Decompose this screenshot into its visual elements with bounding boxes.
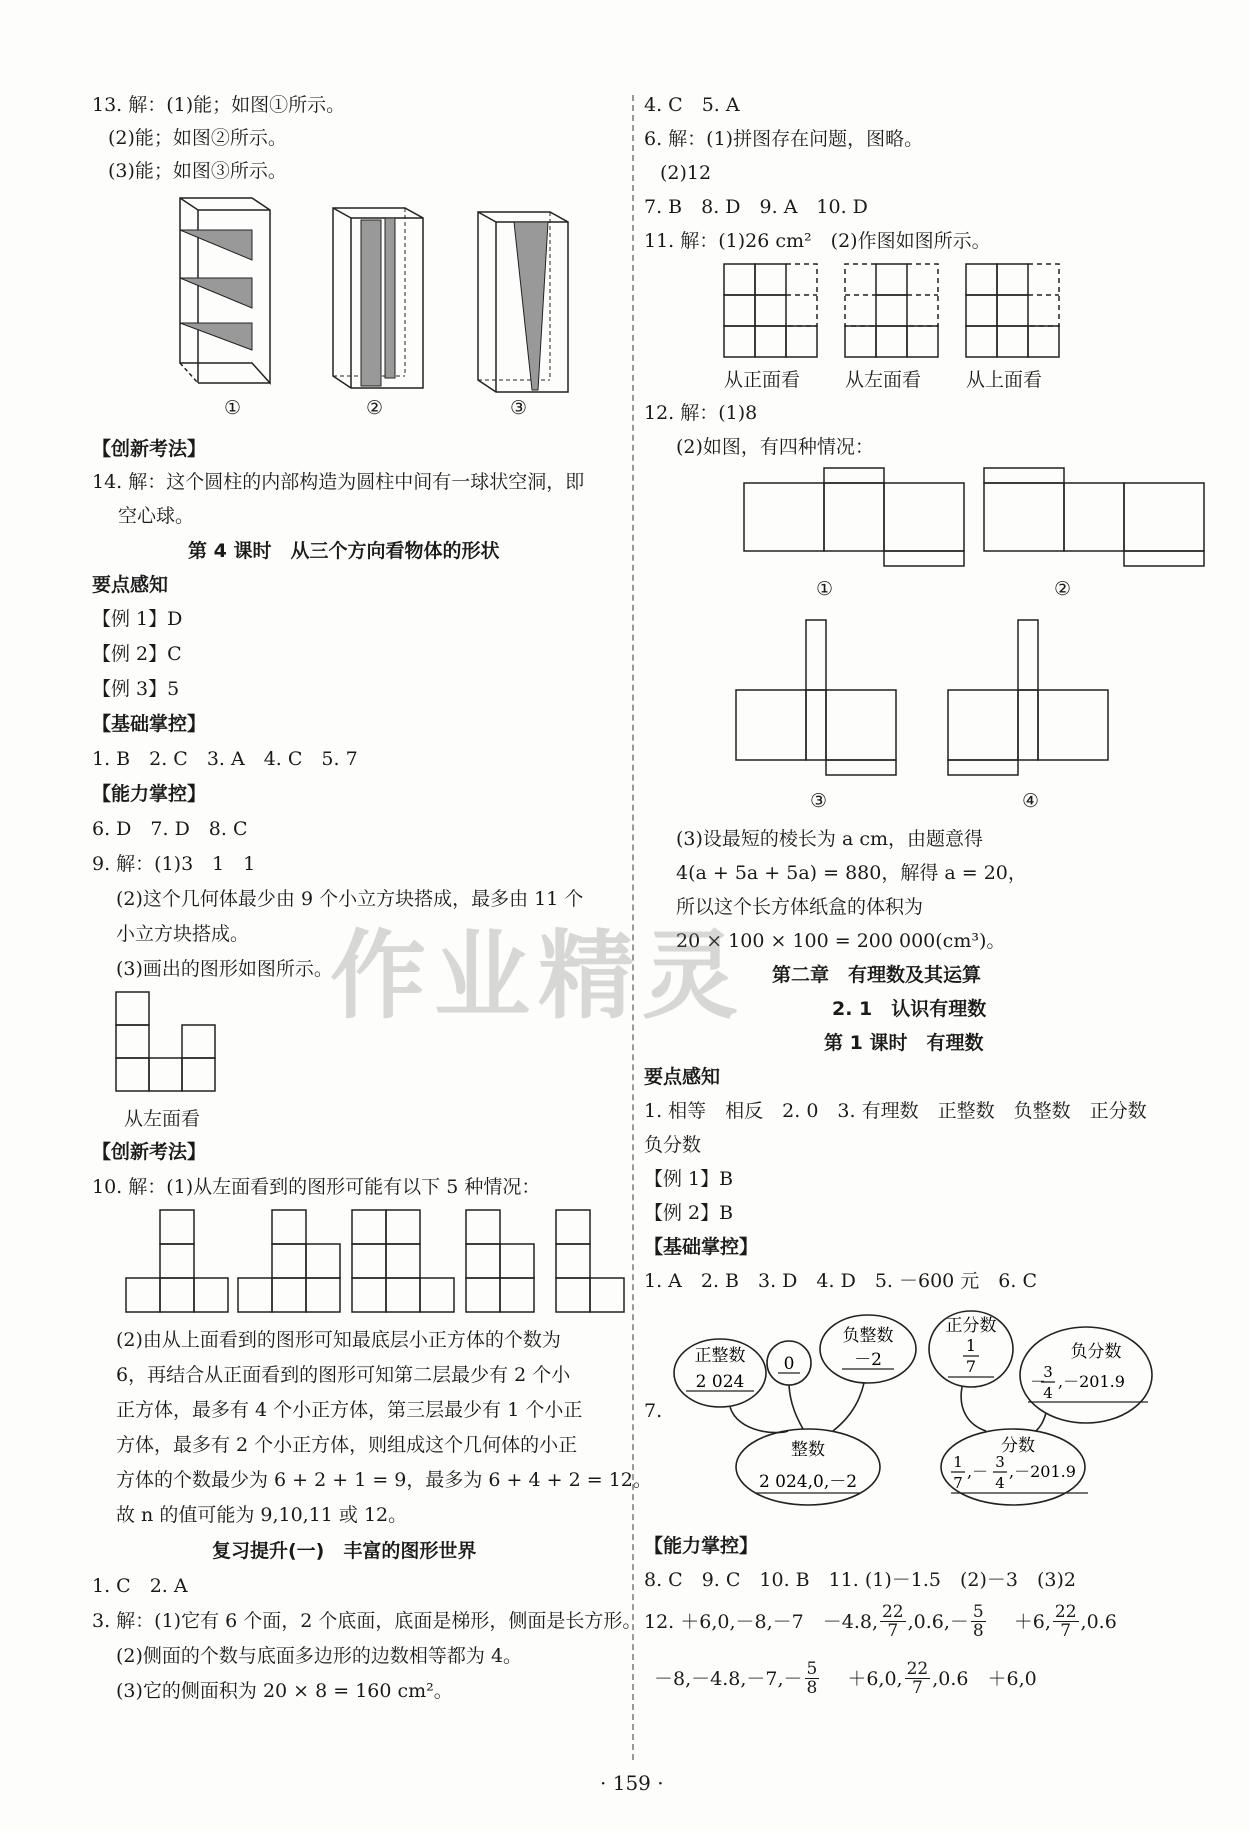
neg-frac-numerator: 3 [1043,1363,1053,1381]
neg-frac-label: 负分数 [1070,1342,1122,1362]
answers-4-5: 4. C 5. A [644,94,740,116]
fraction-denominator-2: 4 [995,1474,1005,1492]
figure-label-3: ③ [510,397,528,419]
section-innovation-1: 【创新考法】 [92,438,207,460]
q11-caption-front: 从正面看 [724,369,801,391]
q12c-part-a: －8,－4.8,－7,－ [654,1667,803,1690]
q11-line: 11. 解：(1)26 cm² (2)作图如图所示。 [644,230,991,252]
q12b-part-d: ,0.6 [1080,1610,1117,1633]
neg-frac-sign: － [1030,1372,1047,1391]
q12c-part-b: ＋6,0, [847,1667,903,1690]
figure-label-2: ② [366,397,384,419]
q3-line2: (2)侧面的个数与底面多边形的边数相等都为 4。 [116,1645,523,1667]
q7-number: 7. [644,1400,663,1422]
q12-label-2: ② [1054,578,1072,600]
q12-line2: (2)如图，有四种情况： [676,436,874,458]
q3-line1: 3. 解：(1)它有 6 个面，2 个底面，底面是梯形，侧面是长方形。 [92,1610,642,1632]
q12c-fraction-2: $\frac{22}{7}$ [906,1659,929,1698]
keypoints-answers-1: 1. 相等 相反 2. 0 3. 有理数 正整数 负整数 正分数 [644,1100,1147,1122]
fraction-numerator-1: 1 [953,1453,963,1471]
q12b-part-b: ,0.6,－ [907,1610,969,1633]
neg-frac-denominator: 4 [1043,1384,1053,1402]
chapter-title: 第二章 有理数及其运算 [772,964,982,986]
pos-int-value: 2 024 [695,1372,745,1392]
zero-value: 0 [783,1354,795,1374]
q12c-part-c: ,0.6 ＋6,0 [932,1667,1037,1690]
number-classification-diagram [668,1305,1238,1505]
q12b-fraction-2: $\frac{5}{8}$ [972,1602,984,1641]
basic-answers: 1. B 2. C 3. A 4. C 5. 7 [92,748,358,770]
basic-heading-right: 【基础掌控】 [644,1236,759,1258]
q6-line2: (2)12 [660,162,712,184]
q10-line6: 方体的个数最少为 6 + 2 + 1 = 9，最多为 6 + 4 + 2 = 12。 [116,1469,652,1491]
q12-line1: 12. 解：(1)8 [644,402,758,424]
review-answers: 1. C 2. A [92,1575,188,1597]
q12c-fraction-1: $\frac{5}{8}$ [806,1659,818,1698]
prism-figure-3 [478,212,568,402]
fraction-rest: ,－201.9 [1009,1462,1076,1481]
q10-line5: 方体，最多有 2 个小正方体，则组成这个几何体的小正 [116,1434,578,1456]
q10-line4: 正方体，最多有 4 个小正方体，第三层最少有 1 个小正 [116,1399,583,1421]
q11-caption-top: 从上面看 [966,369,1043,391]
q12-3-line1: (3)设最短的棱长为 a cm，由题意得 [676,828,983,850]
neg-frac-rest: ,－201.9 [1058,1372,1125,1391]
watermark: 作业精灵 [330,920,746,1032]
ability-answers-right: 8. C 9. C 10. B 11. (1)－1.5 (2)－3 (3)2 [644,1569,1077,1591]
q10-views-figure [126,1210,606,1318]
q13-line3: (3)能；如图③所示。 [108,160,287,182]
q13-line1: 13. 解：(1)能；如图①所示。 [92,94,346,116]
q12c-line2 [654,1660,1037,1697]
q10-line2: (2)由从上面看到的图形可知最底层小正方体的个数为 [116,1329,561,1351]
basic-answers-right: 1. A 2. B 3. D 4. D 5. －600 元 6. C [644,1270,1037,1292]
lesson-title: 第 4 课时 从三个方向看物体的形状 [188,540,500,562]
example-1: 【例 1】D [92,608,183,630]
prism-figure-2 [333,208,423,398]
q9-caption: 从左面看 [124,1108,201,1130]
q9-line4: (3)画出的图形如图所示。 [116,958,333,980]
fraction-denominator-1: 7 [953,1474,963,1492]
q12-3-line2: 4(a + 5a + 5a) = 880，解得 a = 20， [676,862,1027,884]
integer-label: 整数 [791,1440,825,1460]
q12-label-1: ① [816,578,834,600]
q10-line1: 10. 解：(1)从左面看到的图形可能有以下 5 种情况： [92,1176,541,1198]
q9-line3: 小立方块搭成。 [116,923,250,945]
pos-frac-label: 正分数 [945,1316,997,1336]
q13-line2: (2)能；如图②所示。 [108,127,287,149]
pos-frac-denominator: 7 [965,1357,977,1376]
ability-heading: 【能力掌控】 [92,783,207,805]
q12b-part-a: 12. ＋6,0,－8,－7 －4.8, [644,1610,878,1633]
prism-figure-1 [180,198,270,398]
q12-3-line3: 所以这个长方体纸盒的体积为 [676,896,924,918]
q12-label-4: ④ [1022,790,1040,812]
example-right-1: 【例 1】B [644,1168,734,1190]
section-innovation-2: 【创新考法】 [92,1141,207,1163]
q12-nets-figure-bottom [736,620,1196,780]
integer-values: 2 024,0,－2 [758,1472,858,1492]
example-3: 【例 3】5 [92,678,180,700]
ability-heading-right: 【能力掌控】 [644,1535,759,1557]
q14-line1: 14. 解：这个圆柱的内部构造为圆柱中间有一球状空洞，即 [92,471,585,493]
q12-label-3: ③ [810,790,828,812]
q9-line2: (2)这个几何体最少由 9 个小立方块搭成，最多由 11 个 [116,888,584,910]
fraction-mid: ,－ [967,1462,989,1481]
pos-int-label: 正整数 [694,1346,746,1366]
q11-views-figure [724,264,1144,360]
q10-line7: 故 n 的值可能为 9,10,11 或 12。 [116,1504,408,1526]
review-title: 复习提升(一) 丰富的图形世界 [212,1540,477,1562]
section-title: 2. 1 认识有理数 [832,998,987,1020]
q10-line3: 6，再结合从正面看到的图形可知第二层最少有 2 个小 [116,1364,571,1386]
q12-nets-figure-top [744,468,1204,568]
fraction-numerator-2: 3 [995,1453,1005,1471]
q14-line2: 空心球。 [118,505,195,527]
q12b-part-c: ＋6, [1013,1610,1051,1633]
keypoints-heading: 要点感知 [92,574,169,596]
ability-answers: 6. D 7. D 8. C [92,818,248,840]
lesson-title-right: 第 1 课时 有理数 [824,1032,984,1054]
example-right-2: 【例 2】B [644,1202,734,1224]
q9-left-view-figure [116,992,221,1097]
neg-int-label: 负整数 [842,1326,894,1346]
fraction-label: 分数 [1001,1436,1035,1456]
basic-heading: 【基础掌控】 [92,713,207,735]
q12-3-line4: 20 × 100 × 100 = 200 000(cm³)。 [676,930,1006,952]
q12b-line1 [644,1603,1117,1640]
answers-7-10: 7. B 8. D 9. A 10. D [644,196,868,218]
keypoints-answers-2: 负分数 [644,1134,702,1156]
page-number: · 159 · [600,1771,664,1795]
q12b-fraction-1: $\frac{22}{7}$ [881,1602,904,1641]
q9-line1: 9. 解：(1)3 1 1 [92,853,256,875]
q3-line3: (3)它的侧面积为 20 × 8 = 160 cm²。 [116,1680,453,1702]
neg-int-value: －2 [854,1350,882,1370]
figure-label-1: ① [224,397,242,419]
q11-caption-left: 从左面看 [845,369,922,391]
pos-frac-numerator: 1 [965,1336,977,1355]
example-2: 【例 2】C [92,643,182,665]
q12b-fraction-3: $\frac{22}{7}$ [1054,1602,1077,1641]
q6-line1: 6. 解：(1)拼图存在问题，图略。 [644,128,924,150]
keypoints-heading-right: 要点感知 [644,1066,721,1088]
